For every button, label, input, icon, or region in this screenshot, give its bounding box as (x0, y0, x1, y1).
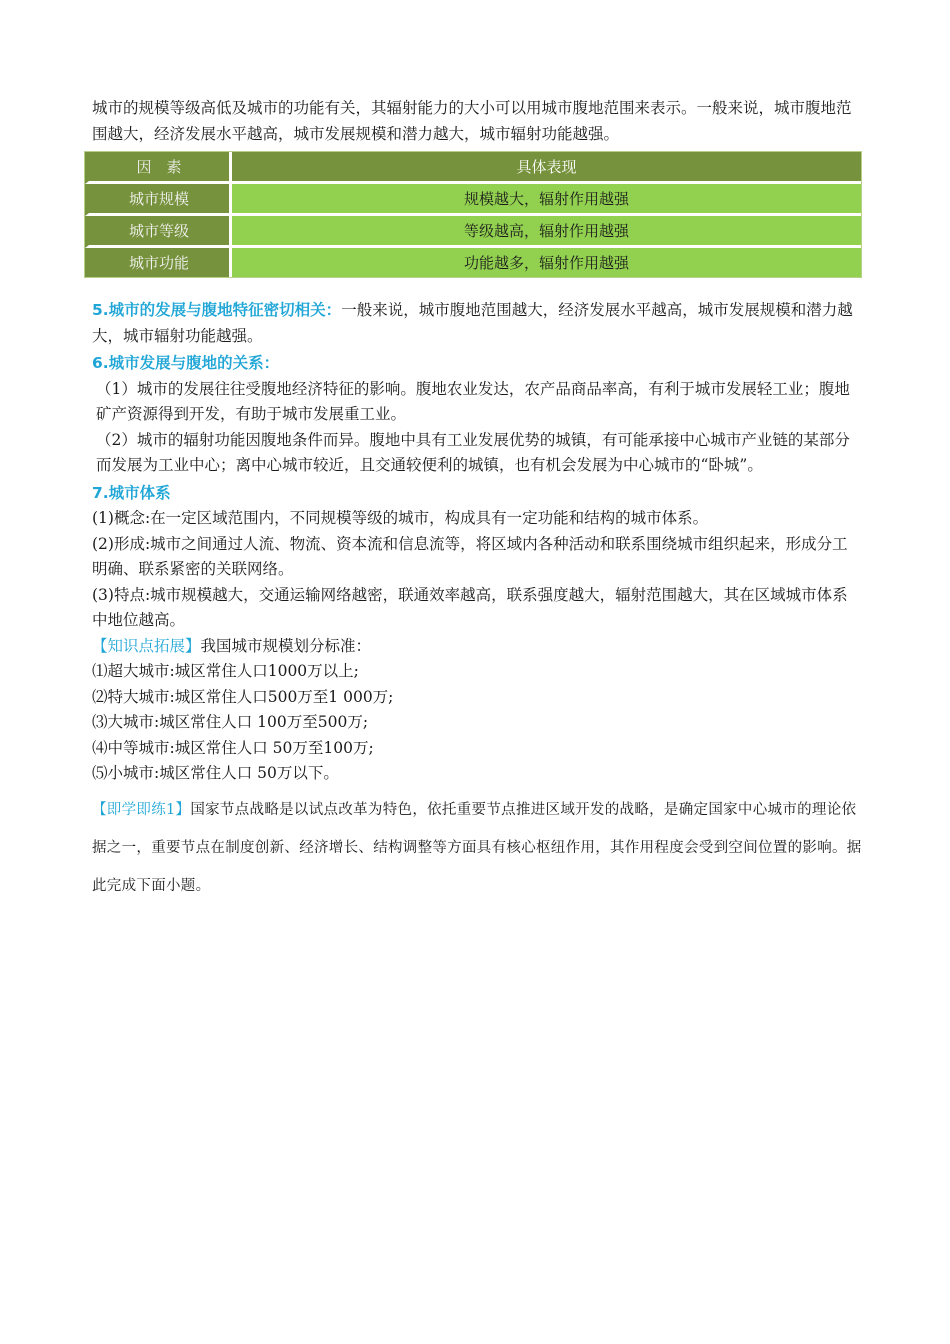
section-6-point-1: （1）城市的发展往往受腹地经济特征的影响。腹地农业发达，农产品商品率高，有利于城市发展轻工业；腹地矿产资源得到开发，有助于城市发展重工业。 (96, 379, 850, 423)
table-row (85, 184, 861, 216)
section-5-text: 一般来说，城市腹地范围越大，经济发展水平越高，城市发展规模和潜力越大，城市辐射功能越强。 (92, 301, 853, 345)
table-cell-detail: 等级越高，辐射作用越强 (232, 216, 861, 248)
table-header-row (85, 152, 861, 184)
section-7-heading: 7.城市体系 (92, 483, 171, 502)
table-cell-factor: 城市规模 (85, 184, 232, 216)
practice-text: 国家节点战略是以试点改革为特色，依托重要节点推进区域开发的战略，是确定国家中心城市的理论依据之一，重要节点在制度创新、经济增长、结构调整等方面具有核心枢纽作用，其作用程度会受到空间位置的影响。据此完成下面小题。 (92, 801, 862, 894)
extension-tag: 【知识点拓展】 (92, 636, 201, 655)
list-item: ⑵特大城市:城区常住人口500万至1 000万; (92, 687, 394, 706)
section-5-paragraph (92, 298, 862, 349)
radiation-factors-table (84, 151, 862, 278)
list-item: ⑸小城市:城区常住人口 50万以下。 (92, 764, 339, 782)
section-6-heading-line (92, 351, 862, 377)
list-item: ⑴超大城市:城区常住人口1000万以上; (92, 662, 359, 680)
table-row (85, 248, 861, 277)
section-6-heading: 6.城市发展与腹地的关系： (92, 354, 280, 372)
section-7-heading-line (92, 481, 862, 507)
table-row (85, 216, 861, 248)
intro-paragraph: 城市的规模等级高低及城市的功能有关，其辐射能力的大小可以用城市腹地范围来表示。一般来说，城市腹地范围越大，经济发展水平越高，城市发展规模和潜力越大，城市辐射功能越强。 (92, 99, 852, 143)
section-7-features: (3)特点:城市规模越大，交通运输网络越密，联通效率越高，联系强度越大，辐射范围越大，其在区域城市体系中地位越高。 (92, 585, 848, 629)
list-item: ⑷中等城市:城区常住人口 50万至100万; (92, 738, 374, 757)
section-7-concept: (1)概念:在一定区域范围内，不同规模等级的城市，构成具有一定功能和结构的城市体系。 (92, 509, 709, 527)
extension-title: 我国城市规模划分标准： (200, 636, 372, 655)
section-6-point-2: （2）城市的辐射功能因腹地条件而异。腹地中具有工业发展优势的城镇，有可能承接中心城市产业链的某部分而发展为工业中心；离中心城市较近，且交通较便利的城镇，也有机会发展为中心城市的“卧城”。 (96, 430, 850, 474)
table-cell-detail: 规模越大，辐射作用越强 (232, 184, 861, 216)
practice-tag: 【即学即练1】 (92, 801, 191, 818)
table-header-factor: 因 素 (85, 152, 232, 184)
table-cell-factor: 城市功能 (85, 248, 232, 277)
table-header-detail: 具体表现 (232, 152, 861, 184)
document-page (92, 96, 862, 905)
table-cell-factor: 城市等级 (85, 216, 232, 248)
list-item: ⑶大城市:城区常住人口 100万至500万; (92, 713, 369, 731)
section-7-formation: (2)形成:城市之间通过人流、物流、资本流和信息流等，将区域内各种活动和联系围绕城市组织起来，形成分工明确、联系紧密的关联网络。 (92, 534, 848, 578)
section-5-heading: 5.城市的发展与腹地特征密切相关： (92, 301, 342, 319)
practice-paragraph (92, 791, 862, 905)
extension-title-line (92, 634, 862, 660)
table-cell-detail: 功能越多，辐射作用越强 (232, 248, 861, 277)
